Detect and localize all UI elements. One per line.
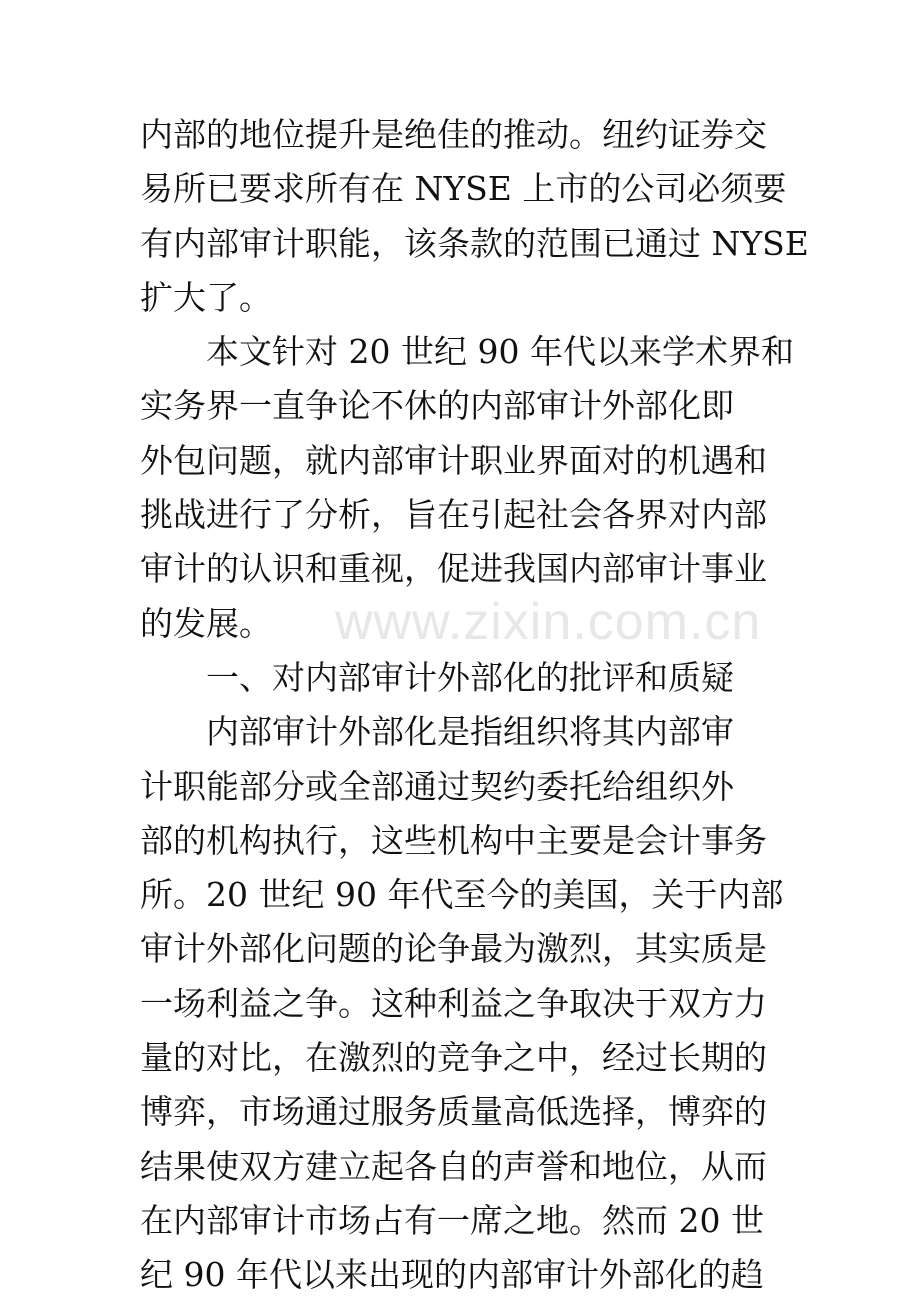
text-line: 在内部审计市场占有一席之地。然而 20 世 — [140, 1200, 764, 1240]
text-line: 博弈，市场通过服务质量高低选择，博弈的 — [140, 1092, 767, 1132]
text-line: 挑战进行了分析，旨在引起社会各界对内部 — [140, 495, 767, 535]
body-text — [140, 108, 809, 1303]
text-line: 结果使双方建立起各自的声誉和地位，从而 — [140, 1146, 767, 1186]
text-line: 本文针对 20 世纪 90 年代以来学术界和 — [140, 332, 794, 372]
text-line: 扩大了。 — [140, 277, 272, 317]
watermark: www.zixin.com.cn — [335, 593, 762, 651]
text-line: 一场利益之争。这种利益之争取决于双方力 — [140, 983, 767, 1023]
text-line: 部的机构执行，这些机构中主要是会计事务 — [140, 820, 767, 860]
text-line: 实务界一直争论不休的内部审计外部化即 — [140, 386, 734, 426]
text-line: 有内部审计职能，该条款的范围已通过 NYSE — [140, 223, 809, 263]
text-line: 易所已要求所有在 NYSE 上市的公司必须要 — [140, 169, 787, 209]
text-line: 计职能部分或全部通过契约委托给组织外 — [140, 766, 734, 806]
text-line: 审计的认识和重视，促进我国内部审计事业 — [140, 549, 767, 589]
text-line: 审计外部化问题的论争最为激烈，其实质是 — [140, 929, 767, 969]
text-line: 纪 90 年代以来出现的内部审计外部化的趋 — [140, 1255, 764, 1295]
text-line: 所。20 世纪 90 年代至今的美国，关于内部 — [140, 875, 784, 915]
text-line: 量的对比，在激烈的竞争之中，经过长期的 — [140, 1038, 767, 1078]
text-line: 内部的地位提升是绝佳的推动。纽约证券交 — [140, 115, 767, 154]
section-heading: 一、对内部审计外部化的批评和质疑 — [140, 657, 734, 697]
text-line: 内部审计外部化是指组织将其内部审 — [140, 712, 734, 752]
text-line: 外包问题，就内部审计职业界面对的机遇和 — [140, 440, 767, 480]
text-line: 的发展。 — [140, 603, 272, 643]
